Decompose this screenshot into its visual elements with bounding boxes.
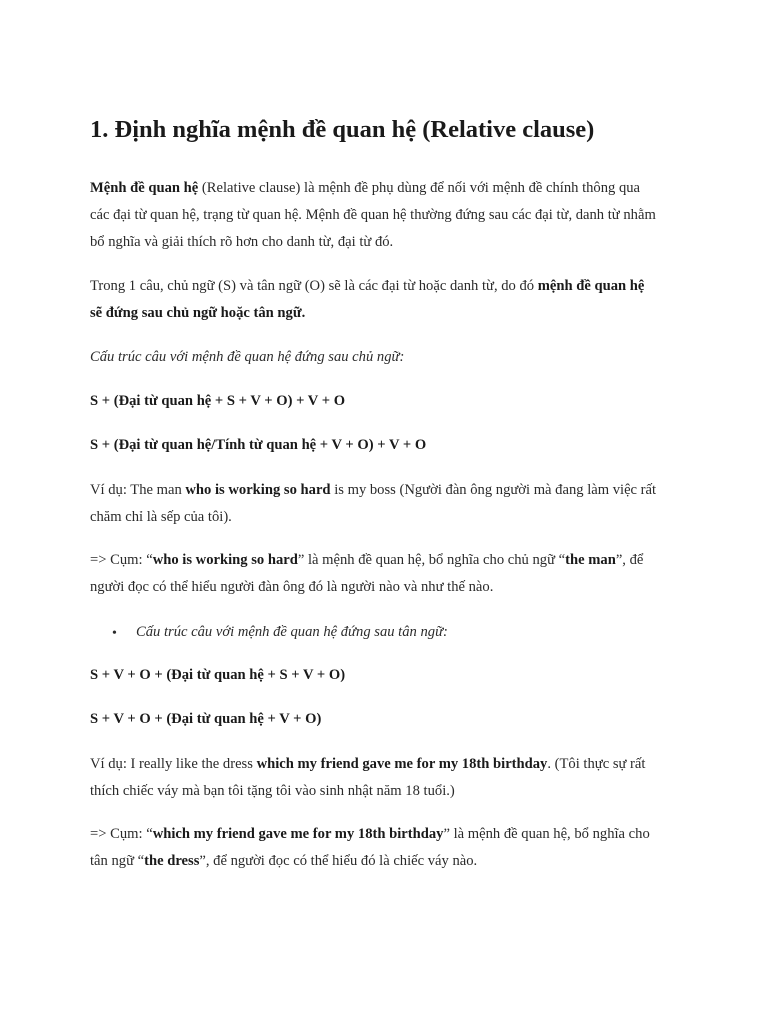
structure-subject-title: Cấu trúc câu với mệnh đề quan hệ đứng sau chủ ngữ:	[90, 349, 405, 365]
explanation-2-suffix: ” là mệnh đề quan hệ, bổ nghĩa cho	[443, 826, 650, 842]
definition-line-3: bổ nghĩa và giải thích rõ hơn cho danh từ, đại từ đó.	[90, 234, 394, 250]
explanation-2-line-1	[90, 824, 650, 844]
formula-3: S + V + O + (Đại từ quan hệ + S + V + O)	[90, 667, 346, 683]
explanation-1-clause: who is working so hard	[152, 552, 298, 568]
definition-line-2: các đại từ quan hệ, trạng từ quan hệ. Mệnh đề quan hệ thường đứng sau các đại từ, danh từ nhằm	[90, 207, 656, 223]
example-1-suffix: is my boss (Người đàn ông người mà đang làm việc rất	[330, 482, 657, 498]
explanation-2-l2-prefix: tân ngữ “	[90, 853, 145, 869]
term-relative-clause: Mệnh đề quan hệ	[90, 180, 199, 196]
section-heading: 1. Định nghĩa mệnh đề quan hệ (Relative clause)	[90, 116, 595, 143]
position-line-1	[90, 276, 644, 296]
example-2-line-2: thích chiếc váy mà bạn tôi tặng tôi vào sinh nhật năm 18 tuổi.)	[90, 783, 455, 799]
explanation-2-l2-suffix: ”, để người đọc có thể hiểu đó là chiếc váy nào.	[199, 853, 478, 869]
explanation-2-line-2	[90, 851, 477, 871]
example-1-line-2: chăm chỉ là sếp của tôi).	[90, 509, 232, 525]
explanation-1-subject: the man	[565, 552, 616, 568]
formula-4: S + V + O + (Đại từ quan hệ + V + O)	[90, 711, 322, 727]
explanation-1-prefix: => Cụm: “	[90, 552, 153, 568]
explanation-1-line-1	[90, 550, 643, 570]
bullet-icon: •	[112, 626, 117, 641]
definition-line-1	[90, 178, 640, 198]
explanation-2-prefix: => Cụm: “	[90, 826, 153, 842]
structure-object-title: Cấu trúc câu với mệnh đề quan hệ đứng sau tân ngữ:	[136, 624, 448, 640]
example-1-clause: who is working so hard	[185, 482, 331, 498]
example-2-suffix: . (Tôi thực sự rất	[547, 756, 646, 772]
explanation-1-middle: ” là mệnh đề quan hệ, bổ nghĩa cho chủ ngữ “	[297, 552, 566, 568]
position-text: Trong 1 câu, chủ ngữ (S) và tân ngữ (O) sẽ là các đại từ hoặc danh từ, do đó	[90, 278, 538, 294]
position-term: mệnh đề quan hệ	[537, 278, 645, 294]
explanation-1-line-2: người đọc có thể hiểu người đàn ông đó là người nào và như thế nào.	[90, 579, 494, 595]
example-1-prefix: Ví dụ: The man	[90, 482, 186, 498]
formula-1: S + (Đại từ quan hệ + S + V + O) + V + O	[90, 393, 346, 409]
explanation-1-suffix: ”, để	[615, 552, 644, 568]
position-line-2: sẽ đứng sau chủ ngữ hoặc tân ngữ.	[90, 305, 306, 321]
explanation-2-object: the dress	[144, 853, 200, 869]
definition-text: (Relative clause) là mệnh đề phụ dùng để nối với mệnh đề chính thông qua	[198, 180, 641, 196]
example-2-prefix: Ví dụ: I really like the dress	[90, 756, 257, 772]
example-2-clause: which my friend gave me for my 18th birthday	[256, 756, 548, 772]
example-2-line-1	[90, 754, 645, 774]
explanation-2-clause: which my friend gave me for my 18th birthday	[152, 826, 444, 842]
example-1-line-1	[90, 480, 656, 500]
formula-2: S + (Đại từ quan hệ/Tính từ quan hệ + V + O) + V + O	[90, 437, 427, 453]
